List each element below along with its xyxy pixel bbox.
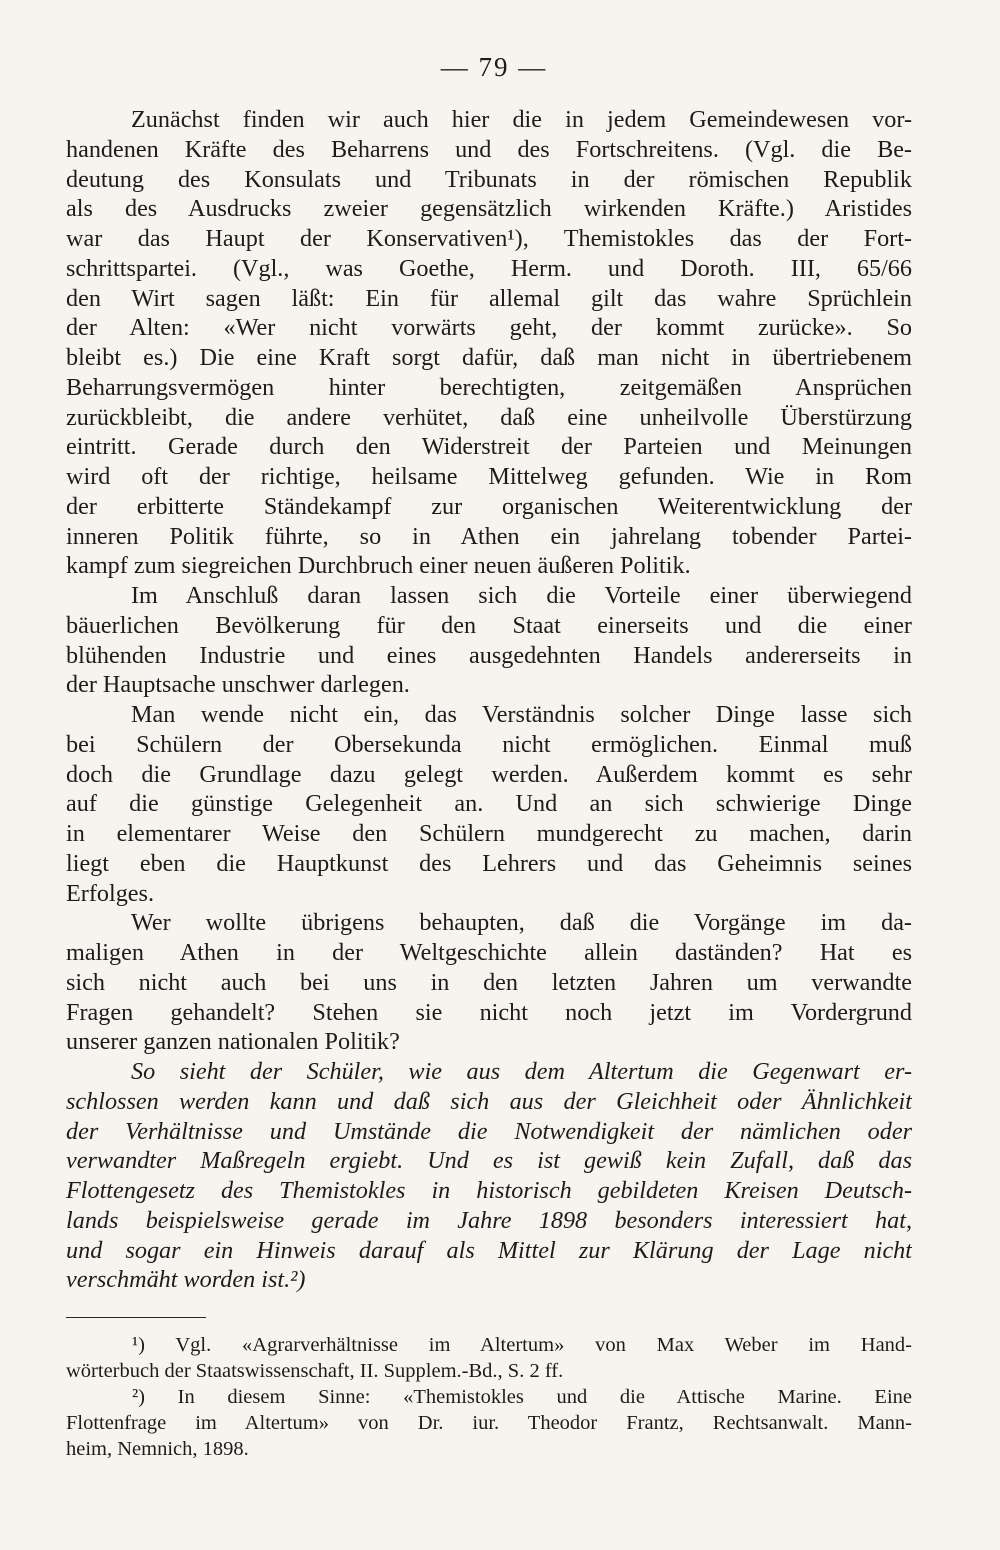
body-line: den Wirt sagen läßt: Ein für allemal gilt das wahre Sprüchlein [66,284,912,312]
body-line: und sogar ein Hinweis darauf als Mittel zur Klärung der Lage nicht [66,1236,912,1264]
body-line: bleibt es.) Die eine Kraft sorgt dafür, daß man nicht in übertriebenem [66,344,912,371]
body-line: als des Ausdrucks zweier gegensätzlich wirkenden Kräfte.) Aristides [66,195,912,223]
body-line: Fragen gehandelt? Stehen sie nicht noch jetzt im Vordergrund [66,998,912,1026]
body-line: verschmäht worden ist.²) [66,1266,306,1294]
body-line: lands beispielsweise gerade im Jahre 1898 besonders interessiert hat, [66,1206,912,1234]
body-line: liegt eben die Hauptkunst des Lehrers und das Geheimnis seines [66,849,912,877]
body-line: wird oft der richtige, heilsame Mittelweg gefunden. Wie in Rom [66,463,912,490]
body-line: handenen Kräfte des Beharrens und des Fortschreitens. (Vgl. die Be- [66,135,912,163]
body-line: verwandter Maßregeln ergiebt. Und es ist gewiß kein Zufall, daß das [66,1147,912,1175]
body-line: auf die günstige Gelegenheit an. Und an sich schwierige Dinge [66,790,912,818]
body-line: der Hauptsache unschwer darlegen. [66,671,410,699]
body-line: bäuerlichen Bevölkerung für den Staat einerseits und die einer [66,611,912,639]
body-line: eintritt. Gerade durch den Widerstreit der Parteien und Meinungen [66,433,912,461]
body-line: zurückbleibt, die andere verhütet, daß eine unheilvolle Überstürzung [66,403,912,431]
body-line: unserer ganzen nationalen Politik? [66,1028,400,1056]
body-line: Erfolges. [66,879,154,907]
footnote-line: Flottenfrage im Altertum» von Dr. iur. Theodor Frantz, Rechtsanwalt. Mann- [66,1412,912,1434]
body-line: schrittspartei. (Vgl., was Goethe, Herm. und Doroth. III, 65/66 [66,254,912,282]
body-line: schlossen werden kann und daß sich aus der Gleichheit oder Ähnlichkeit [66,1087,912,1115]
body-line: bei Schülern der Obersekunda nicht ermöglichen. Einmal muß [66,730,912,758]
body-line: der erbitterte Ständekampf zur organischen Weiterentwicklung der [66,492,912,520]
body-line: kampf zum siegreichen Durchbruch einer neuen äußeren Politik. [66,552,691,580]
body-line: sich nicht auch bei uns in den letzten Jahren um verwandte [66,968,912,996]
body-line: Zunächst finden wir auch hier die in jedem Gemeindewesen vor- [131,106,912,133]
body-line: doch die Grundlage dazu gelegt werden. Außerdem kommt es sehr [66,760,912,788]
footnote-line: heim, Nemnich, 1898. [66,1438,249,1460]
body-line: blühenden Industrie und eines ausgedehnten Handels andererseits in [66,641,912,669]
body-line: der Verhältnisse und Umstände die Notwendigkeit der nämlichen oder [66,1117,912,1145]
body-line: Wer wollte übrigens behaupten, daß die Vorgänge im da- [131,909,912,937]
footnote-line: ¹) Vgl. «Agrarverhältnisse im Altertum» von Max Weber im Hand- [132,1334,912,1356]
page-number: — 79 — [440,52,548,82]
body-text [66,105,912,1295]
body-line: der Alten: «Wer nicht vorwärts geht, der kommt zurücke». So [66,314,912,342]
document-page [66,52,912,1462]
footnotes [66,1332,912,1462]
body-line: in elementarer Weise den Schülern mundgerecht zu machen, darin [66,820,912,847]
footnote-line: wörterbuch der Staatswissenschaft, II. Supplem.-Bd., S. 2 ff. [66,1360,564,1382]
body-line: Im Anschluß daran lassen sich die Vorteile einer überwiegend [131,582,912,609]
body-line: Beharrungsvermögen hinter berechtigten, zeitgemäßen Ansprüchen [66,373,912,401]
body-line: Flottengesetz des Themistokles in historisch gebildeten Kreisen Deutsch- [66,1177,912,1204]
body-line: Man wende nicht ein, das Verständnis solcher Dinge lasse sich [131,701,912,728]
footnote-divider [66,1317,206,1318]
body-line: inneren Politik führte, so in Athen ein jahrelang tobender Partei- [66,522,912,550]
footnote-line: ²) In diesem Sinne: «Themistokles und die Attische Marine. Eine [132,1386,912,1408]
body-line: maligen Athen in der Weltgeschichte allein daständen? Hat es [66,939,912,966]
body-line: deutung des Konsulats und Tribunats in der römischen Republik [66,165,912,193]
body-line: So sieht der Schüler, wie aus dem Altertum die Gegenwart er- [131,1058,912,1085]
body-line: war das Haupt der Konservativen¹), Themistokles das der Fort- [66,225,912,252]
